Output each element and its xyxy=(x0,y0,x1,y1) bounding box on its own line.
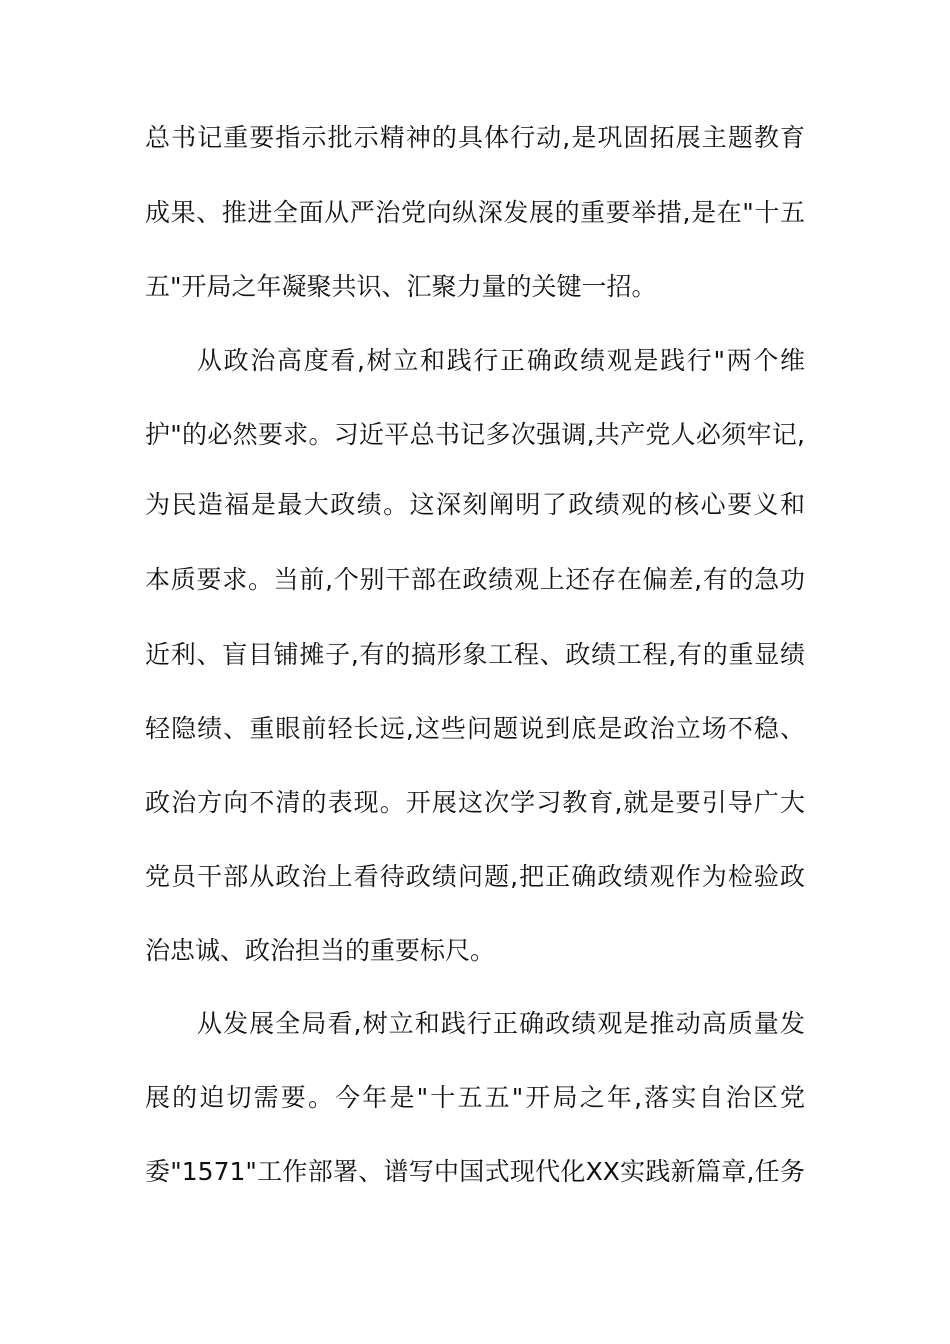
text-line: 总书记重要指示批示精神的具体行动,是巩固拓展主题教育 xyxy=(145,123,805,152)
text-line: 成果、推进全面从严治党向纵深发展的重要举措,是在"十五 xyxy=(145,198,805,227)
text-line: 治忠诚、政治担当的重要标尺。 xyxy=(145,936,496,965)
text-line: 轻隐绩、重眼前轻长远,这些问题说到底是政治立场不稳、 xyxy=(145,714,805,743)
text-line: 本质要求。当前,个别干部在政绩观上还存在偏差,有的急功 xyxy=(145,565,805,594)
paragraph-start-line: 从发展全局看,树立和践行正确政绩观是推动高质量发 xyxy=(197,1009,805,1038)
text-line: 党员干部从政治上看待政绩问题,把正确政绩观作为检验政 xyxy=(145,862,805,891)
paragraph-start-line: 从政治高度看,树立和践行正确政绩观是践行"两个维 xyxy=(197,346,805,375)
text-line: 政治方向不清的表现。开展这次学习教育,就是要引导广大 xyxy=(145,788,805,817)
text-line: 为民造福是最大政绩。这深刻阐明了政绩观的核心要义和 xyxy=(145,490,805,519)
text-line: 护"的必然要求。习近平总书记多次强调,共产党人必须牢记, xyxy=(145,420,805,449)
text-line: 近利、盲目铺摊子,有的搞形象工程、政绩工程,有的重显绩 xyxy=(145,640,805,669)
text-line: 展的迫切需要。今年是"十五五"开局之年,落实自治区党 xyxy=(145,1083,805,1112)
text-line: 委"1571"工作部署、谱写中国式现代化XX实践新篇章,任务 xyxy=(145,1157,805,1186)
text-line: 五"开局之年凝聚共识、汇聚力量的关键一招。 xyxy=(145,272,657,301)
